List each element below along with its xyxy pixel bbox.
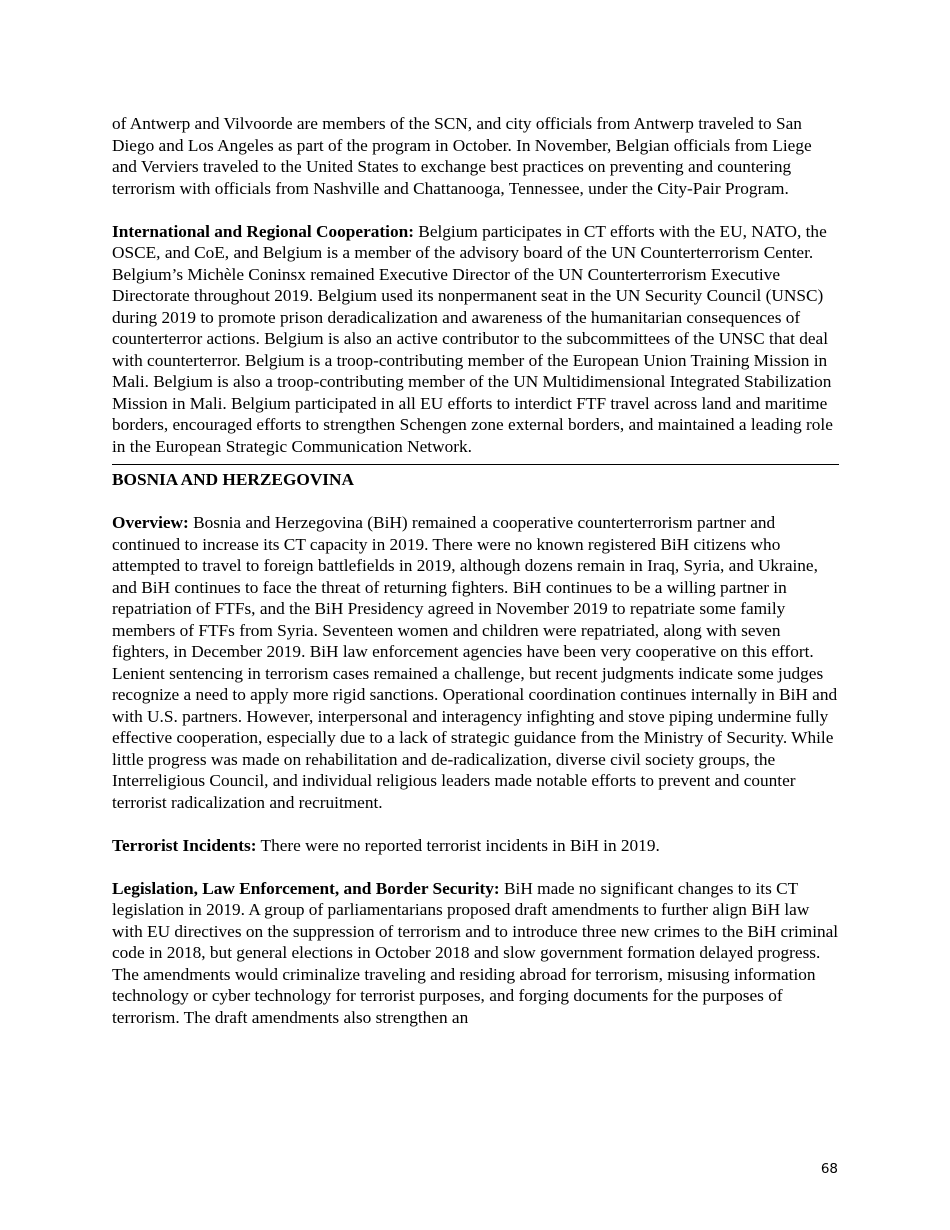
paragraph-gap (112, 199, 839, 221)
paragraph-lead: Overview: (112, 513, 189, 532)
paragraph-lead: Terrorist Incidents: (112, 835, 257, 855)
paragraph-text: There were no reported terrorist incidents in BiH in 2019. (256, 835, 660, 855)
paragraph-overview (112, 512, 839, 813)
paragraph-legislation (112, 878, 839, 1029)
paragraph-text: of Antwerp and Vilvoorde are members of the SCN, and city officials from Antwerp traveled to San Diego and Los Angeles as part of the program in October. In November, Belgian officials from Liege and Verviers traveled to the United States to exchange best practices on preventing and countering terrorism with officials from Nashville and Chattanooga, Tennessee, under the City-Pair Program. (112, 114, 812, 198)
paragraph-terrorist-incidents (112, 835, 839, 857)
paragraph-text: Bosnia and Herzegovina (BiH) remained a cooperative counterterrorism partner and continued to increase its CT capacity in 2019. There were no known registered BiH citizens who attempted to travel to foreign battlefields in 2019, although dozens remain in Iraq, Syria, and Ukraine, and BiH continues to face the threat of returning fighters. BiH continues to be a willing partner in repatriation of FTFs, and the BiH Presidency agreed in November 2019 to repatriate some family members of FTFs from Syria. Seventeen women and children were repatriated, along with seven fighters, in December 2019. BiH law enforcement agencies have been very cooperative on this effort. Lenient sentencing in terrorism cases remained a challenge, but recent judgments indicate some judges recognize a need to apply more rigid sanctions. Operational coordination continues internally in BiH and with U.S. partners. However, interpersonal and interagency infighting and stove piping undermine fully effective cooperation, especially due to a lack of strategic guidance from the Ministry of Security. While little progress was made on rehabilitation and de-radicalization, diverse civil society groups, the Interreligious Council, and individual religious leaders made notable efforts to prevent and counter terrorist radicalization and recruitment. (112, 513, 838, 812)
page-number: 68 (820, 1161, 838, 1177)
paragraph-international-cooperation (112, 221, 839, 458)
paragraph-text: BiH made no significant changes to its CT legislation in 2019. A group of parliamentarians proposed draft amendments to further align BiH law with EU directives on the suppression of terrorism and to introduce three new crimes to the BiH criminal code in 2018, but general elections in October 2018 and slow government formation delayed progress. The amendments would criminalize traveling and residing abroad for terrorism, misusing information technology or cyber technology for terrorist purposes, and forging documents for the purposes of terrorism. The draft amendments also strengthen an (112, 878, 839, 1027)
paragraph-text: Belgium participates in CT efforts with the EU, NATO, the OSCE, and CoE, and Belgium is a member of the advisory board of the UN Counterterrorism Center. Belgium’s Michèle Coninsx remained Executive Director of the UN Counterterrorism Executive Directorate throughout 2019. Belgium used its nonpermanent seat in the UN Security Council (UNSC) during 2019 to promote prison deradicalization and awareness of the humanitarian consequences of counterterror actions. Belgium is also an active contributor to the subcommittees of the UNSC that deal with counterterror. Belgium is a troop-contributing member of the European Union Training Mission in Mali. Belgium is also a troop-contributing member of the UN Multidimensional Integrated Stabilization Mission in Mali. Belgium participated in all EU efforts to interdict FTF travel across land and maritime borders, encouraged efforts to strengthen Schengen zone external borders, and maintained a leading role in the European Strategic Communication Network. (112, 221, 833, 456)
paragraph-gap (112, 813, 839, 835)
section-divider (112, 464, 839, 465)
paragraph-gap (112, 856, 839, 878)
paragraph-lead: Legislation, Law Enforcement, and Border Security: (112, 878, 500, 898)
section-heading: BOSNIA AND HERZEGOVINA (112, 470, 354, 489)
paragraph-city-pair (112, 113, 839, 199)
paragraph-gap (112, 491, 839, 513)
document-body (112, 113, 839, 1028)
paragraph-lead: International and Regional Cooperation: (112, 221, 414, 241)
